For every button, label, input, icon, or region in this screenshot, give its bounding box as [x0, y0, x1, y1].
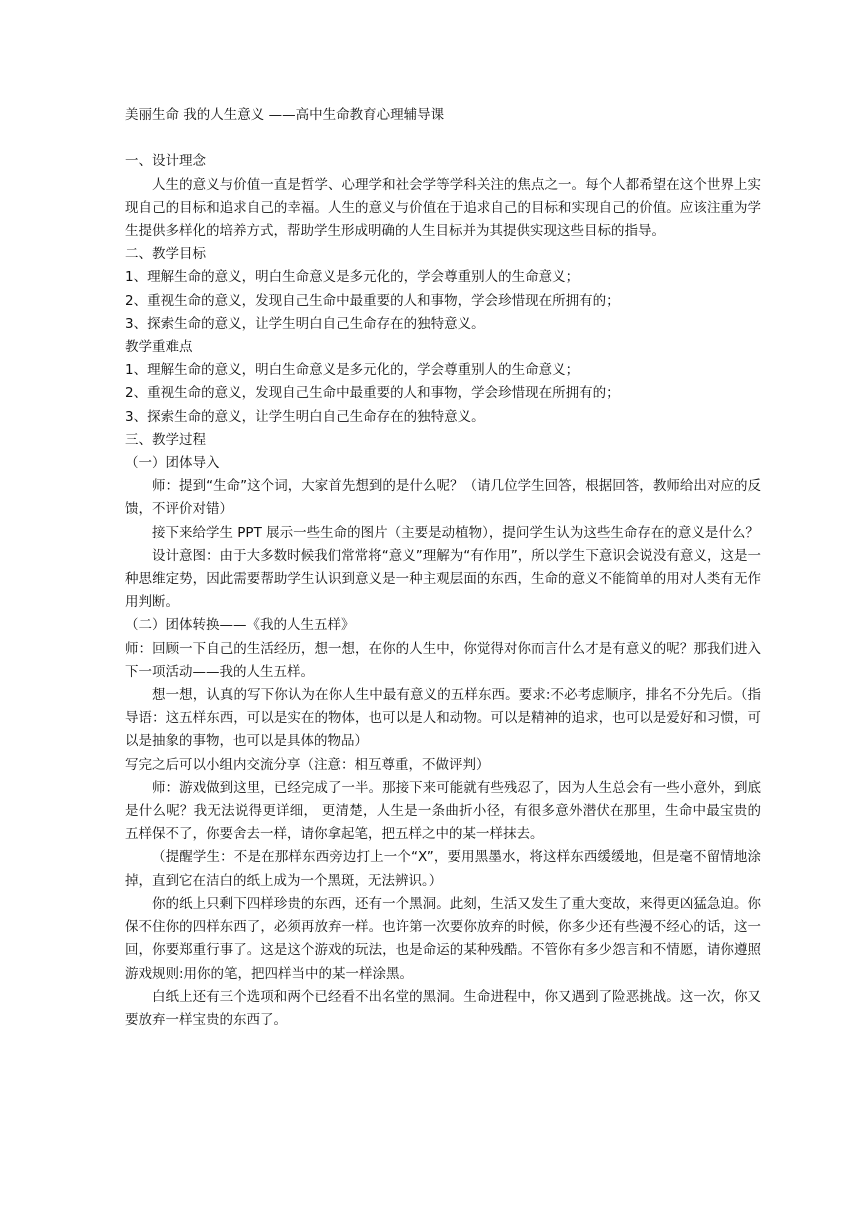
goal-item: 1、理解生命的意义，明白生命意义是多元化的，学会尊重别人的生命意义；	[125, 269, 580, 286]
paragraph: 你的纸上只剩下四样珍贵的东西，还有一个黑洞。此刻，生活又发生了重大变故，来得更凶猛急迫。你保不住你的四样东西了，必须再放弃一样。也许第一次要你放弃的时候，你多少还有些漫不经心的话，这一回，你要郑重行事了。这是这个游戏的玩法，也是命运的某种残酷。不管你有多少怨言和不情愿，请你遵照游戏规则:用你的笔，把四样当中的某一样涂黑。	[125, 895, 761, 982]
document-body	[125, 104, 761, 1032]
paragraph: （提醒学生：不是在那样东西旁边打上一个“X”，要用黑墨水，将这样东西缓缓地，但是毫不留情地涂掉，直到它在洁白的纸上成为一个黑斑，无法辨识。）	[125, 849, 761, 889]
subsection-heading-intro: （一）团体导入	[125, 455, 220, 472]
keypoint-item: 3、探索生命的意义，让学生明白自己生命存在的独特意义。	[125, 408, 485, 425]
paragraph: 师：回顾一下自己的生活经历，想一想，在你的人生中，你觉得对你而言什么才是有意义的呢？那我们进入下一项活动——我的人生五样。	[125, 640, 761, 680]
paragraph: 白纸上还有三个选项和两个已经看不出名堂的黑洞。生命进程中，你又遇到了险恶挑战。这一次，你又要放弃一样宝贵的东西了。	[125, 988, 761, 1028]
paragraph: 想一想，认真的写下你认为在你人生中最有意义的五样东西。要求:不必考虑顺序，排名不分先后。（指导语：这五样东西，可以是实在的物体，也可以是人和动物。可以是精神的追求，也可以是爱好和习惯，可以是抽象的事物，也可以是具体的物品）	[125, 687, 761, 750]
paragraph: 设计意图：由于大多数时候我们常常将“意义”理解为“有作用”，所以学生下意识会说没有意义，这是一种思维定势，因此需要帮助学生认识到意义是一种主观层面的东西，生命的意义不能简单的用对人类有无作用判断。	[125, 547, 761, 611]
keypoint-item: 2、重视生命的意义，发现自己生命中最重要的人和事物，学会珍惜现在所拥有的；	[125, 385, 620, 402]
goal-item: 2、重视生命的意义，发现自己生命中最重要的人和事物，学会珍惜现在所拥有的；	[125, 292, 620, 309]
paragraph: 师：提到“生命”这个词，大家首先想到的是什么呢？（请几位学生回答，根据回答，教师给出对应的反馈，不评价对错）	[125, 478, 761, 518]
subsection-heading-transition: （二）团体转换——《我的人生五样》	[125, 617, 355, 634]
document-title: 美丽生命 我的人生意义 ——高中生命教育心理辅导课	[125, 107, 445, 123]
keypoint-item: 1、理解生命的意义，明白生命意义是多元化的，学会尊重别人的生命意义；	[125, 362, 580, 379]
paragraph-design: 人生的意义与价值一直是哲学、心理学和社会学等学科关注的焦点之一。每个人都希望在这个世界上实现自己的目标和追求自己的幸福。人生的意义与价值在于追求自己的目标和实现自己的价值。应该注重为学生提供多样化的培养方式，帮助学生形成明确的人生目标并为其提供实现这些目标的指导。	[125, 176, 761, 239]
paragraph: 写完之后可以小组内交流分享（注意：相互尊重，不做评判）	[125, 756, 490, 773]
goal-item: 3、探索生命的意义，让学生明白自己生命存在的独特意义。	[125, 315, 485, 332]
paragraph: 师：游戏做到这里，已经完成了一半。那接下来可能就有些残忍了，因为人生总会有一些小意外，到底是什么呢？我无法说得更详细， 更清楚，人生是一条曲折小径，有很多意外潜伏在那里，生命中最宝贵的五样保不了，你要舍去一样，请你拿起笔，把五样之中的某一样抹去。	[125, 779, 761, 843]
section-heading-design: 一、设计理念	[125, 153, 206, 170]
paragraph: 接下来给学生 PPT 展示一些生命的图片（主要是动植物），提问学生认为这些生命存在的意义是什么？	[152, 524, 759, 541]
blank-line	[125, 127, 761, 150]
section-heading-keypoints: 教学重难点	[125, 339, 193, 356]
section-heading-process: 三、教学过程	[125, 431, 206, 448]
section-heading-goals: 二、教学目标	[125, 246, 206, 263]
